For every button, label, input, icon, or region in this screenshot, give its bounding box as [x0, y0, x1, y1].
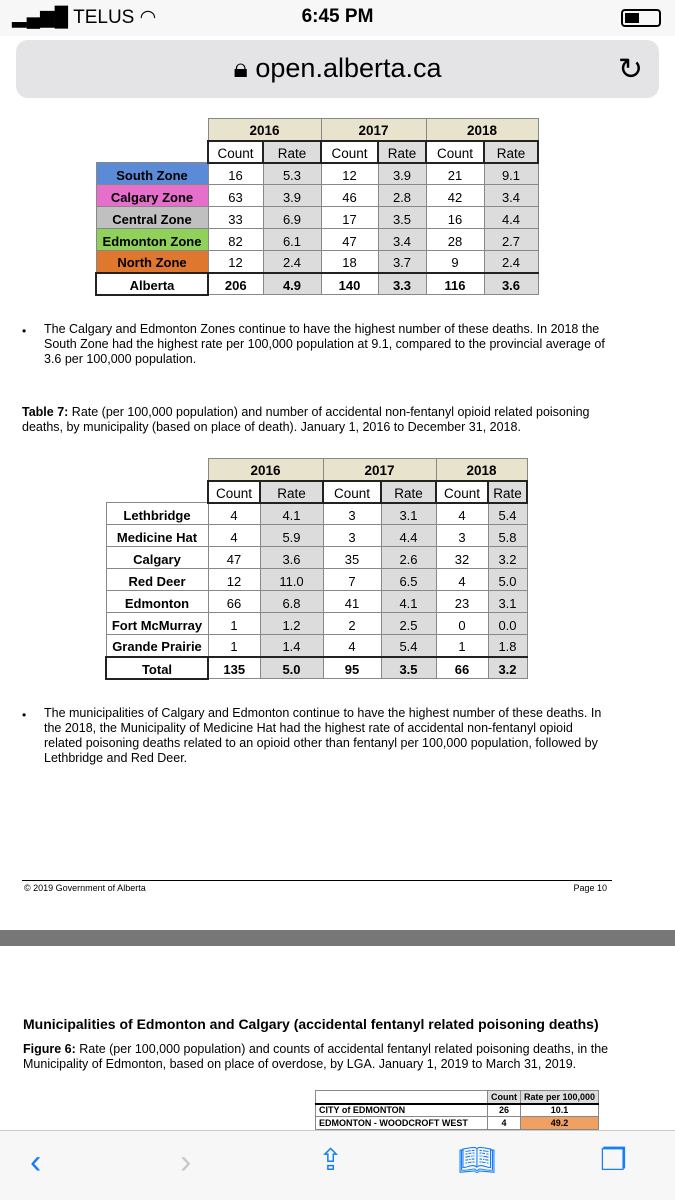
year-header: 2018	[436, 459, 527, 481]
count-cell: 32	[436, 547, 488, 569]
count-header: Count	[426, 141, 484, 163]
rate-cell: 4.9	[263, 273, 321, 295]
count-header: Count	[321, 141, 378, 163]
table-row	[106, 569, 527, 591]
count-cell: 46	[321, 185, 378, 207]
share-icon[interactable]: ⇪	[318, 1144, 344, 1177]
row-label: North Zone	[96, 251, 208, 273]
bookmarks-icon[interactable]: 📖︎	[458, 1144, 497, 1177]
row-label: Edmonton	[106, 591, 208, 613]
count-cell: 4	[436, 503, 488, 525]
figure6-caption: Figure 6: Rate (per 100,000 population) and counts of accidental fentanyl related poisoning deaths, in the Municipality of Edmonton, based on place of overdose, by LGA. January 1, 2019 to March 31, 2019.	[23, 1042, 609, 1071]
rate-cell: 2.7	[484, 229, 538, 251]
count-cell: 1	[208, 613, 260, 635]
row-label: Calgary Zone	[96, 185, 208, 207]
year-header: 2017	[321, 119, 426, 141]
count-cell: 1	[208, 635, 260, 657]
rate-cell: 2.4	[263, 251, 321, 273]
count-cell: 28	[426, 229, 484, 251]
table-row: CITY of EDMONTON 26 10.1	[316, 1104, 599, 1117]
rate-cell: 2.8	[378, 185, 426, 207]
count-cell: 12	[321, 163, 378, 185]
rate-header: Rate	[260, 481, 323, 503]
rate-cell: 3.5	[378, 207, 426, 229]
count-cell: 9	[426, 251, 484, 273]
count-cell: 63	[208, 185, 263, 207]
section-heading: Municipalities of Edmonton and Calgary (accidental fentanyl related poisoning deaths)	[23, 1016, 599, 1032]
count-cell: 4	[323, 635, 381, 657]
table-row	[106, 547, 527, 569]
rate-cell: 0.0	[488, 613, 527, 635]
rate-cell: 5.8	[488, 525, 527, 547]
rate-cell: 5.9	[260, 525, 323, 547]
count-cell: 18	[321, 251, 378, 273]
rate-cell: 3.9	[263, 185, 321, 207]
rate-cell: 3.9	[378, 163, 426, 185]
bullet-paragraph: The municipalities of Calgary and Edmonton continue to have the highest number of these deaths. In the 2018, the Municipality of Medicine Hat had the highest rate of accidental non-fentanyl opioid related poisoning deaths related to an opioid other than fentanyl per 100,000 population, followed by Lethbridge and Red Deer.	[44, 706, 602, 765]
count-cell: 82	[208, 229, 263, 251]
count-cell: 16	[426, 207, 484, 229]
page-separator	[0, 930, 675, 946]
rate-cell: 3.6	[260, 547, 323, 569]
table-row	[96, 251, 538, 273]
table-row	[106, 613, 527, 635]
count-cell: 12	[208, 569, 260, 591]
carrier: ▂▄▆█ TELUS ◠	[12, 7, 157, 28]
count-cell: 4	[208, 525, 260, 547]
count-cell: 17	[321, 207, 378, 229]
rate-cell: 1.4	[260, 635, 323, 657]
rate-cell: 3.7	[378, 251, 426, 273]
row-label: Central Zone	[96, 207, 208, 229]
count-cell: 3	[323, 525, 381, 547]
rate-header: Rate	[263, 141, 321, 163]
count-header: Count	[436, 481, 488, 503]
rate-cell: 5.4	[488, 503, 527, 525]
municipality-table	[105, 458, 528, 680]
rate-cell: 3.1	[381, 503, 436, 525]
table-row	[96, 163, 538, 185]
clock: 6:45 PM	[301, 6, 374, 27]
count-cell: 4	[208, 503, 260, 525]
count-cell: 42	[426, 185, 484, 207]
footer-page-number: Page 10	[573, 883, 607, 893]
count-cell: 7	[323, 569, 381, 591]
count-cell: 47	[321, 229, 378, 251]
count-cell: 140	[321, 273, 378, 295]
year-header: 2016	[208, 119, 321, 141]
rate-header: Rate	[381, 481, 436, 503]
reload-icon[interactable]: ↻	[617, 53, 643, 86]
table-row	[106, 525, 527, 547]
row-label: Calgary	[106, 547, 208, 569]
table-row	[106, 635, 527, 657]
document-page	[0, 100, 675, 930]
rate-cell: 2.6	[381, 547, 436, 569]
rate-cell: 5.0	[260, 657, 323, 679]
count-cell: 1	[436, 635, 488, 657]
count-cell: 135	[208, 657, 260, 679]
rate-cell: 3.2	[488, 547, 527, 569]
back-icon[interactable]: ‹	[30, 1143, 42, 1181]
forward-icon[interactable]: ›	[180, 1143, 192, 1181]
rate-header: Rate	[378, 141, 426, 163]
rate-cell: 3.4	[484, 185, 538, 207]
rate-cell: 1.2	[260, 613, 323, 635]
status-bar	[0, 0, 675, 36]
year-header: 2017	[323, 459, 436, 481]
footer-copyright: © 2019 Government of Alberta	[24, 883, 146, 893]
lock-icon: 🔒︎	[233, 53, 248, 83]
address-bar[interactable]	[16, 40, 659, 98]
count-cell: 33	[208, 207, 263, 229]
count-cell: 4	[436, 569, 488, 591]
rate-cell: 2.4	[484, 251, 538, 273]
browser-toolbar	[0, 1130, 675, 1200]
rate-cell: 6.1	[263, 229, 321, 251]
document-page-2	[0, 946, 675, 1130]
rate-cell: 6.5	[381, 569, 436, 591]
count-cell: 3	[436, 525, 488, 547]
bullet-icon: •	[22, 324, 27, 338]
rate-cell: 4.1	[381, 591, 436, 613]
table-row	[96, 207, 538, 229]
count-cell: 116	[426, 273, 484, 295]
rate-cell: 3.4	[378, 229, 426, 251]
count-cell: 2	[323, 613, 381, 635]
count-cell: 47	[208, 547, 260, 569]
rate-cell: 5.0	[488, 569, 527, 591]
rate-cell: 4.4	[381, 525, 436, 547]
row-label: Alberta	[96, 273, 208, 295]
row-label: Fort McMurray	[106, 613, 208, 635]
count-cell: 66	[436, 657, 488, 679]
count-cell: 95	[323, 657, 381, 679]
count-cell: 41	[323, 591, 381, 613]
table-row	[96, 229, 538, 251]
year-header: 2018	[426, 119, 538, 141]
table-row	[106, 591, 527, 613]
rate-cell: 6.8	[260, 591, 323, 613]
year-header: 2016	[208, 459, 323, 481]
url-text: open.alberta.ca	[255, 53, 442, 83]
row-label: Medicine Hat	[106, 525, 208, 547]
rate-cell: 9.1	[484, 163, 538, 185]
rate-cell: 6.9	[263, 207, 321, 229]
table7-caption: Table 7: Rate (per 100,000 population) and number of accidental non-fentanyl opioid related poisoning deaths, by municipality (based on place of death). January 1, 2016 to December 31, 2018.	[22, 405, 590, 434]
row-label: Edmonton Zone	[96, 229, 208, 251]
total-row	[106, 657, 527, 679]
count-header: Count	[323, 481, 381, 503]
table-row	[96, 185, 538, 207]
count-cell: 12	[208, 251, 263, 273]
wifi-icon: ◠	[139, 7, 157, 28]
rate-cell: 5.3	[263, 163, 321, 185]
footer-rule	[22, 880, 612, 881]
rate-cell: 1.8	[488, 635, 527, 657]
zone-table	[95, 118, 539, 296]
rate-cell: 3.1	[488, 591, 527, 613]
rate-header: Rate	[488, 481, 527, 503]
total-row	[96, 273, 538, 295]
bullet-paragraph: The Calgary and Edmonton Zones continue to have the highest number of these deaths. In 2018 the South Zone had the highest rate per 100,000 population at 9.1, compared to the provincial average of 3.6 per 100,000 population.	[44, 322, 605, 366]
count-header: Count	[208, 141, 263, 163]
tabs-icon[interactable]: ❐	[600, 1144, 627, 1177]
count-cell: 35	[323, 547, 381, 569]
count-cell: 206	[208, 273, 263, 295]
signal-icon: ▂▄▆█	[12, 7, 69, 28]
rate-cell: 5.4	[381, 635, 436, 657]
rate-header: Rate	[484, 141, 538, 163]
bullet-icon: •	[22, 708, 27, 722]
rate-cell: 4.1	[260, 503, 323, 525]
count-cell: 23	[436, 591, 488, 613]
rate-cell: 2.5	[381, 613, 436, 635]
count-cell: 0	[436, 613, 488, 635]
count-header: Count	[208, 481, 260, 503]
count-cell: 3	[323, 503, 381, 525]
count-cell: 21	[426, 163, 484, 185]
rate-cell: 3.2	[488, 657, 527, 679]
row-label: Grande Prairie	[106, 635, 208, 657]
rate-cell: 3.5	[381, 657, 436, 679]
battery-icon	[621, 9, 661, 27]
row-label: Red Deer	[106, 569, 208, 591]
rate-cell: 11.0	[260, 569, 323, 591]
row-label: South Zone	[96, 163, 208, 185]
rate-cell: 3.3	[378, 273, 426, 295]
table-row: EDMONTON - WOODCROFT WEST 4 49.2	[316, 1117, 599, 1130]
count-cell: 16	[208, 163, 263, 185]
table-row	[106, 503, 527, 525]
rate-cell: 3.6	[484, 273, 538, 295]
rate-cell: 4.4	[484, 207, 538, 229]
edmonton-lga-table: Count Rate per 100,000 CITY of EDMONTON 26 10.1 EDMONTON - WOODCROFT WEST 4 49.2	[315, 1090, 599, 1130]
row-label: Total	[106, 657, 208, 679]
row-label: Lethbridge	[106, 503, 208, 525]
count-cell: 66	[208, 591, 260, 613]
